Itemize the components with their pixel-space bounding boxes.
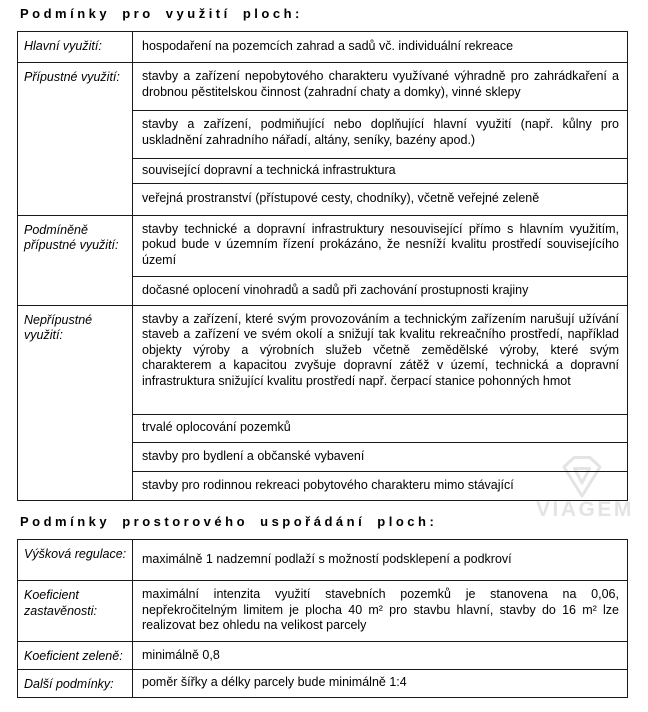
row-value: související dopravní a technická infrastruktura (133, 159, 628, 184)
row-label: Přípustné využití: (18, 63, 133, 216)
row-label: Koeficient zeleně: (18, 642, 133, 670)
row-value: stavby a zařízení, podmiňující nebo doplňující hlavní využití (např. kůlny pro uskladnění zahradního nářadí, altány, seníky, bazény apod.) (133, 111, 628, 159)
row-value: maximálně 1 nadzemní podlaží s možností podsklepení a podkroví (133, 540, 628, 581)
row-label: Podmíněně přípustné využití: (18, 215, 133, 305)
row-label: Další podmínky: (18, 669, 133, 697)
row-value: minimálně 0,8 (133, 642, 628, 670)
section-title-spatial: Podmínky prostorového uspořádání ploch: (20, 514, 438, 529)
section-title-usage: Podmínky pro využití ploch: (20, 6, 303, 21)
row-value: hospodaření na pozemcích zahrad a sadů vč. individuální rekreace (133, 32, 628, 63)
row-value: dočasné oplocení vinohradů a sadů při zachování prostupnosti krajiny (133, 276, 628, 305)
row-value: stavby a zařízení, které svým provozováním a technickým zařízením narušují užívání staveb a zařízení ve svém okolí a snižují tak kvalitu rekreačního prostředí, například objekty výroby a výrobních služeb včetně zemědělské výroby, které svým charakterem a kapacitou zvyšuje dopravní zátěž v území, technická a dopravní infrastruktura snižující kvalitu prostředí např. čerpací stanice pohonných hmot (133, 305, 628, 414)
row-label: Koeficient zastavěnosti: (18, 581, 133, 642)
row-value: stavby pro rodinnou rekreaci pobytového charakteru mimo stávající (133, 471, 628, 500)
watermark-text: VIAGEM (536, 498, 634, 521)
spatial-conditions-table (17, 539, 628, 698)
row-value: stavby a zařízení nepobytového charakteru využívané výhradně pro zahrádkaření a drobnou pěstitelskou činnost (zahradní chaty a domky), vinné sklepy (133, 63, 628, 111)
row-value: stavby technické a dopravní infrastruktury nesouvisející přímo s hlavním využitím, pokud bude v územním řízení prokázáno, že nesníží kvalitu prostředí souvisejícího území (133, 215, 628, 276)
usage-conditions-table (17, 31, 628, 501)
row-label: Hlavní využití: (18, 32, 133, 63)
row-value: stavby pro bydlení a občanské vybavení (133, 442, 628, 471)
row-label: Výšková regulace: (18, 540, 133, 581)
row-value: maximální intenzita využití stavebních pozemků je stanovena na 0,06, nepřekročitelným limitem je plocha 40 m² pro stavbu hlavní, stavby do 16 m² lze realizovat bez ohledu na velikost parcely (133, 581, 628, 642)
row-label: Nepřípustné využití: (18, 305, 133, 500)
row-value: veřejná prostranství (přístupové cesty, chodníky), včetně veřejné zeleně (133, 183, 628, 215)
row-value: trvalé oplocování pozemků (133, 414, 628, 442)
row-value: poměr šířky a délky parcely bude minimálně 1:4 (133, 669, 628, 697)
